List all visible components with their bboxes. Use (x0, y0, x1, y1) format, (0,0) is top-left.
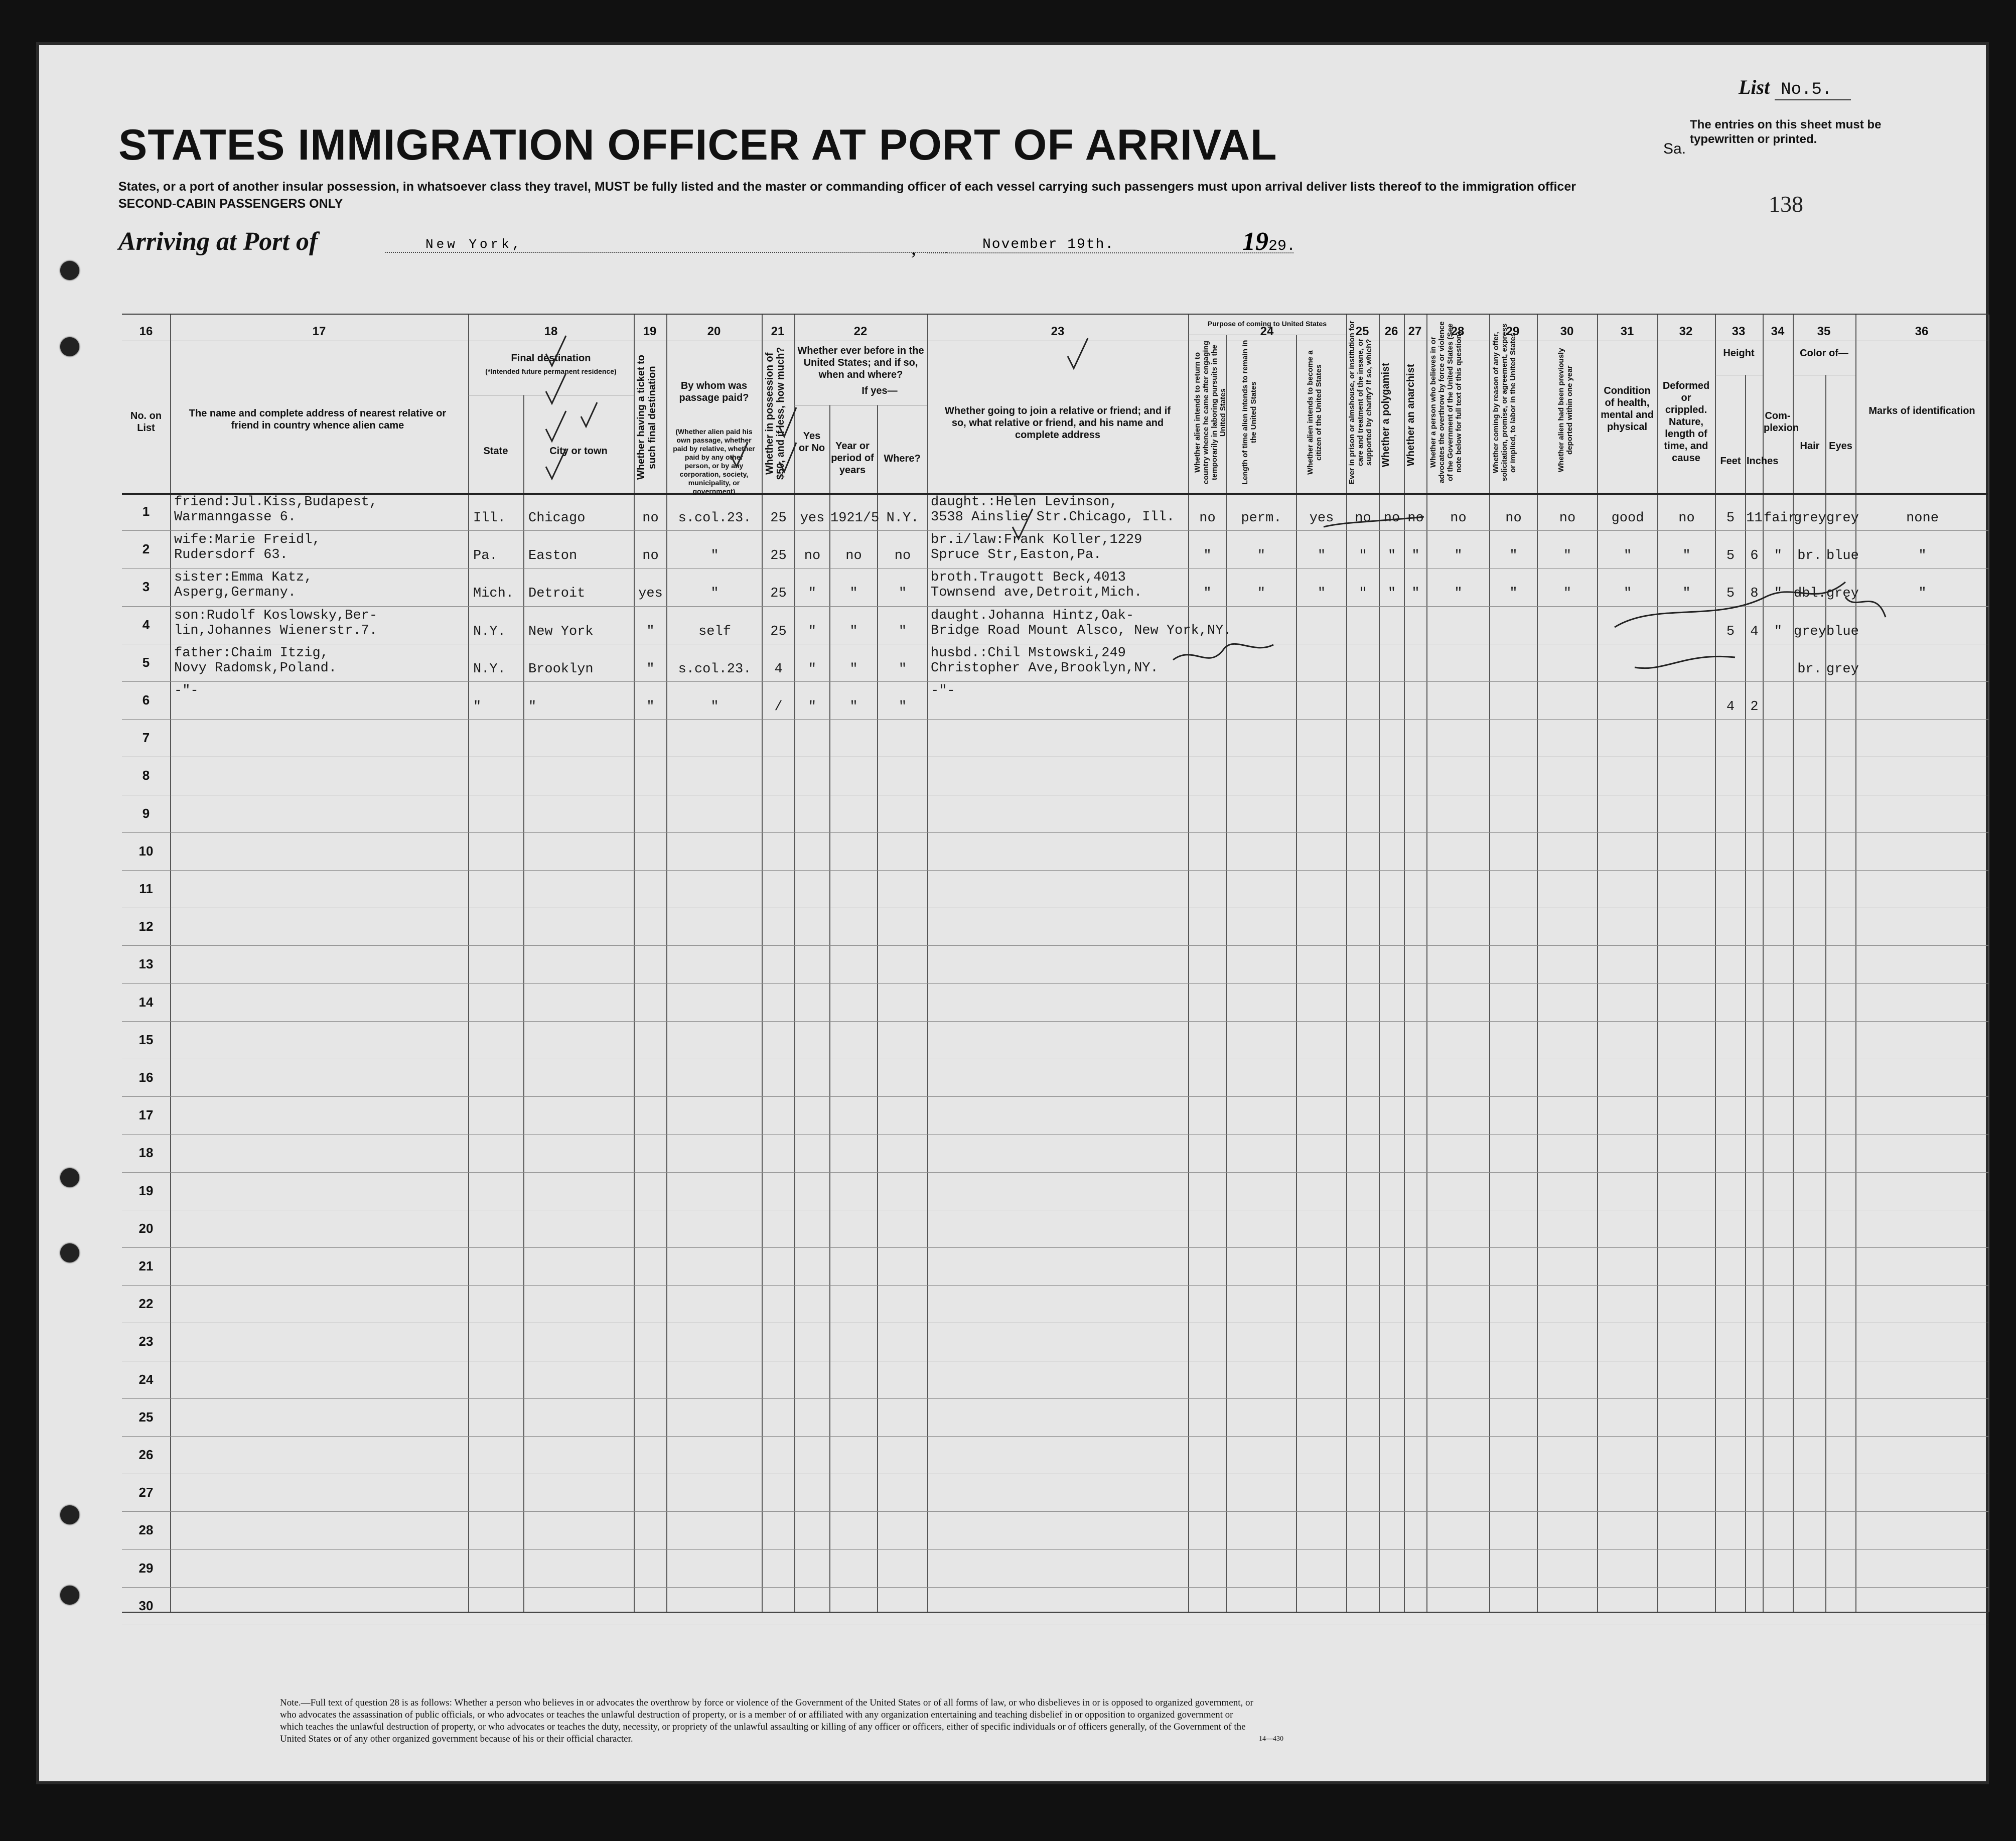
binder-hole-icon (60, 1586, 79, 1605)
cell-inches: 4 (1750, 624, 1759, 639)
row-number: 18 (138, 1145, 154, 1161)
cell-rel1: son:Rudolf Koslowsky,Ber- (174, 608, 378, 623)
row-number: 30 (138, 1598, 154, 1613)
cell-paid: self (698, 624, 731, 639)
cell-join1: daught.Johanna Hintz,Oak- (931, 608, 1134, 623)
cell-city: Brooklyn (528, 661, 594, 677)
header-purpose: Purpose of coming to United States (1207, 320, 1327, 328)
header-yes-or-no: Yes or No (798, 431, 825, 454)
cell-where: " (898, 699, 907, 715)
cell-join2: Townsend ave,Detroit,Mich. (931, 585, 1142, 601)
cell-money: 25 (770, 586, 787, 602)
cell-p_b: " (1257, 586, 1266, 602)
cell-c30: no (1559, 511, 1576, 526)
row-number: 9 (142, 805, 150, 821)
row-rule (122, 568, 1988, 569)
year-prefix: 19 (1242, 227, 1268, 256)
column-rule (1715, 315, 1716, 1612)
cell-feet: 5 (1726, 624, 1735, 639)
row-number: 5 (142, 654, 150, 670)
cell-ticket: " (646, 699, 655, 715)
header-c27: Whether an anarchist (1405, 364, 1416, 466)
row-rule (122, 870, 1988, 871)
cell-feet: 5 (1726, 511, 1735, 526)
header-passage-paid-note: (Whether alien paid his own passage, whether paid by relative, whether paid by any other person, or by any corporation, society, municipality, or government) (673, 428, 755, 495)
column-number: 29 (1506, 325, 1520, 338)
row-rule (122, 1134, 1988, 1135)
row-number: 12 (138, 919, 154, 934)
cell-ticket: " (646, 624, 655, 639)
header-ticket: Whether having a ticket to such final destination (636, 355, 658, 480)
cell-c30: " (1563, 586, 1572, 602)
instruction-line: States, or a port of another insular possession, in whatsoever class they travel, MUST be fully listed and the master or commanding officer of each vessel carrying such passengers must upon arrival deliver lists thereof to the immigration officer (118, 180, 1576, 194)
cell-paid: s.col.23. (678, 511, 752, 526)
cell-marks: none (1906, 511, 1939, 526)
cell-join1: daught.:Helen Levinson, (931, 495, 1118, 510)
cell-before: " (808, 586, 817, 602)
row-rule (122, 1511, 1988, 1512)
cell-inches: 2 (1750, 699, 1759, 715)
cell-c26: " (1387, 548, 1396, 564)
column-rule (170, 315, 171, 1612)
cell-inches: 6 (1750, 548, 1759, 564)
column-number: 17 (312, 325, 326, 338)
binder-hole-icon (60, 1243, 79, 1262)
header-where: Where? (884, 453, 921, 464)
cell-join1: -"- (931, 683, 955, 698)
row-rule (122, 1021, 1988, 1022)
column-rule (1346, 315, 1347, 1612)
cell-c25: no (1355, 511, 1371, 526)
column-rule (762, 315, 763, 1612)
cell-c27: no (1407, 511, 1424, 526)
cell-c28: " (1454, 586, 1463, 602)
header-before-in-us: Whether ever before in the United States; and if so, when and where? (797, 345, 924, 380)
row-number: 4 (142, 617, 150, 632)
cell-join1: husbd.:Chil Mstowski,249 (931, 645, 1126, 661)
cell-join2: Christopher Ave,Brooklyn,NY. (931, 660, 1159, 676)
list-value: No.5. (1775, 80, 1851, 100)
header-purpose-c: Whether alien intends to become a citizen of the United States (1306, 350, 1323, 475)
cell-paid: " (710, 699, 719, 715)
cell-ticket: " (646, 661, 655, 677)
cell-feet: 4 (1726, 699, 1735, 715)
column-number: 32 (1679, 325, 1693, 338)
year-suffix: 29. (1268, 238, 1296, 255)
entries-note: The entries on this sheet must be typewritten or printed. (1690, 118, 1882, 146)
column-rule (1296, 335, 1297, 1612)
cell-inches: 8 (1750, 586, 1759, 602)
cell-rel2: lin,Johannes Wienerstr.7. (174, 623, 378, 638)
header-c25: Ever in prison or almshouse, or institution for care and treatment of the insane, or supported by charity? If so, which? (1348, 321, 1373, 484)
cell-inches: 11 (1746, 511, 1763, 526)
cell-eyes: blue (1826, 624, 1859, 639)
column-number: 30 (1560, 325, 1574, 338)
row-number: 8 (142, 768, 150, 783)
header-purpose-b: Length of time alien intends to remain in the United States (1241, 340, 1258, 485)
cell-rel2: Asperg,Germany. (174, 585, 297, 601)
cell-eyes: blue (1826, 548, 1859, 564)
row-number: 16 (138, 1070, 154, 1085)
row-number: 13 (138, 956, 154, 972)
cell-rel1: -"- (174, 683, 199, 698)
column-rule (794, 315, 795, 1612)
cell-paid: " (710, 548, 719, 564)
cell-money: 25 (770, 624, 787, 639)
column-number: 31 (1620, 325, 1634, 338)
cell-rel1: father:Chaim Itzig, (174, 645, 329, 661)
column-number: 24 (1260, 325, 1274, 338)
list-label: List (1739, 76, 1770, 98)
cell-before: " (808, 661, 817, 677)
cell-complexion: " (1774, 624, 1783, 639)
column-rule (1226, 335, 1227, 1612)
row-rule (122, 1247, 1988, 1248)
cell-c25: " (1359, 548, 1367, 564)
cell-before: no (804, 548, 821, 564)
column-rule (1988, 315, 1989, 1612)
cell-join2: 3538 Ainslie Str.Chicago, Ill. (931, 510, 1175, 525)
cell-state: Ill. (473, 511, 506, 526)
cell-state: N.Y. (473, 661, 506, 677)
cell-p_c: yes (1309, 511, 1334, 526)
column-rule (1597, 315, 1598, 1612)
row-rule (122, 530, 1988, 531)
cell-join1: broth.Traugott Beck,4013 (931, 570, 1126, 586)
cell-hair: br. (1797, 661, 1822, 677)
header-joining: Whether going to join a relative or friend; and if so, what relative or friend, and his name and complete address (944, 405, 1171, 441)
arrival-port: New York, (385, 237, 947, 253)
row-number: 20 (138, 1220, 154, 1236)
row-number: 11 (139, 881, 153, 896)
row-rule (122, 1096, 1988, 1097)
row-rule (122, 1436, 1988, 1437)
cell-ticket: yes (638, 586, 663, 602)
header-year-period: Year or period of years (831, 441, 874, 476)
column-number: 25 (1355, 325, 1369, 338)
cell-where: " (898, 624, 907, 639)
footnote (280, 1697, 1283, 1745)
column-number: 19 (643, 325, 657, 338)
row-number: 15 (138, 1032, 154, 1047)
cell-p_b: " (1257, 548, 1266, 564)
cell-c29: " (1509, 548, 1518, 564)
row-number: 29 (138, 1560, 154, 1576)
sheet-number: 138 (1769, 191, 1803, 217)
cell-paid: s.col.23. (678, 661, 752, 677)
cell-marks: " (1918, 548, 1927, 564)
cell-year: " (849, 699, 858, 715)
cell-deformed: no (1678, 511, 1695, 526)
form-number: 14—430 (1259, 1735, 1283, 1743)
row-number: 6 (142, 692, 150, 707)
header-c30: Whether alien had been previously deported within one year (1557, 348, 1574, 472)
cell-p_a: " (1203, 586, 1212, 602)
header-complexion: Com-plexion (1764, 410, 1799, 434)
binder-hole-icon (60, 337, 79, 356)
cell-money: / (774, 699, 783, 715)
arrival-year (1242, 227, 1295, 256)
row-number: 26 (138, 1447, 154, 1462)
cell-health: " (1623, 586, 1632, 602)
row-number: 21 (138, 1258, 154, 1273)
row-number: 14 (138, 994, 154, 1010)
header-no-on-list: No. on List (130, 410, 162, 434)
cell-year: no (845, 548, 862, 564)
row-number: 27 (138, 1485, 154, 1500)
cell-c28: " (1454, 548, 1463, 564)
cell-money: 25 (770, 548, 787, 564)
header-c26: Whether a polygamist (1380, 363, 1391, 467)
cell-city: Detroit (528, 586, 586, 602)
cell-join1: br.i/law:Frank Koller,1229 (931, 532, 1142, 548)
arrival-date: November 19th. (927, 237, 1293, 253)
header-purpose-a: Whether alien intends to return to country whence he came after engaging temporarily in laboring pursuits in the United States (1193, 341, 1227, 484)
cell-c29: " (1509, 586, 1518, 602)
column-rule (1657, 315, 1658, 1612)
row-rule (122, 1549, 1988, 1550)
cell-state: Pa. (473, 548, 498, 564)
header-if-yes: If yes— (861, 385, 898, 396)
column-rule (666, 315, 667, 1612)
header-final-destination-note: (*Intended future permanent residence) (485, 367, 617, 375)
cell-rel1: sister:Emma Katz, (174, 570, 313, 586)
page-title: STATES IMMIGRATION OFFICER AT PORT OF ARRIVAL (118, 121, 1277, 169)
cell-hair: grey (1794, 624, 1826, 639)
column-rule (1188, 315, 1189, 1612)
cell-marks: " (1918, 586, 1927, 602)
footnote-text: Note.—Full text of question 28 is as follows: Whether a person who believes in or advocates the overthrow by force or violence of the Government of the United States or of all forms of law, or who disbelieves in or is opposed to organized government, or who advocates the assassination of public officials, or who advocates or teaches the unlawful destruction of property, or is a member of or affiliated with any organization entertaining and teaching disbelief in or opposition to organized government or which teaches the unlawful destruction of property, or who advocates or teaches the duty, necessity, or propriety of the unlawful assaulting or killing of any officer or officers, either of specific individuals or of officers generally, of the Government of the United States or of any other organized government because of his or their official character. (280, 1697, 1253, 1744)
column-number: 35 (1817, 325, 1831, 338)
cell-complexion: " (1774, 548, 1783, 564)
cell-rel1: wife:Marie Freidl, (174, 532, 321, 548)
header-city: City or town (549, 446, 608, 457)
header-c28: Whether a person who believes in or advocates the overthrow by force or violence of the Government of the United States (See note below for full text of this question) (1429, 321, 1463, 484)
cell-eyes: grey (1826, 511, 1859, 526)
cell-c25: " (1359, 586, 1367, 602)
header-height: Height (1723, 348, 1755, 359)
row-rule (122, 681, 1988, 682)
cell-feet: 5 (1726, 586, 1735, 602)
cell-p_a: " (1203, 548, 1212, 564)
comma-separator: , (911, 236, 916, 259)
cell-before: yes (800, 511, 825, 526)
cell-year: 1921/5 (830, 511, 880, 526)
column-number: 16 (139, 325, 153, 338)
cell-c28: no (1450, 511, 1467, 526)
cell-c26: no (1383, 511, 1400, 526)
cell-deformed: " (1682, 586, 1691, 602)
list-number (1739, 75, 1851, 100)
row-number: 23 (138, 1334, 154, 1349)
row-rule (122, 945, 1988, 946)
cell-c27: " (1411, 586, 1420, 602)
column-rule (1537, 315, 1538, 1612)
row-rule (122, 1285, 1988, 1286)
cell-c29: no (1505, 511, 1522, 526)
column-rule (1379, 315, 1380, 1612)
column-number: 28 (1451, 325, 1465, 338)
header-c31: Condition of health, mental and physical (1601, 385, 1654, 433)
row-number: 22 (138, 1296, 154, 1312)
cell-c30: " (1563, 548, 1572, 564)
cell-c27: " (1411, 548, 1420, 564)
header-nearest-relative: The name and complete address of nearest relative or friend in country whence alien came (189, 408, 447, 431)
row-number: 28 (138, 1522, 154, 1538)
cell-complexion: fair (1764, 511, 1796, 526)
column-rule (1404, 315, 1405, 1612)
cell-health: " (1623, 548, 1632, 564)
header-c32: Deformed or crippled. Nature, length of time, and cause (1662, 380, 1710, 464)
column-number: 27 (1408, 325, 1422, 338)
row-number: 2 (142, 541, 150, 557)
cell-p_a: no (1199, 511, 1216, 526)
header-color-of: Color of— (1800, 348, 1848, 359)
cell-hair: dbl. (1794, 586, 1826, 602)
row-number: 10 (138, 843, 154, 859)
row-rule (122, 719, 1988, 720)
cell-where: N.Y. (886, 511, 919, 526)
row-rule (122, 1587, 1988, 1588)
cell-rel1: friend:Jul.Kiss,Budapest, (174, 495, 378, 510)
header-c29: Whether coming by reason of any offer, solicitation, promise, or agreement, express or implied, to labor in the United States (1492, 323, 1517, 482)
binder-hole-icon (60, 1168, 79, 1187)
column-rule (1793, 315, 1794, 1612)
column-rule (634, 315, 635, 1612)
cell-join2: Bridge Road Mount Alsco, New York,NY. (931, 623, 1232, 638)
header-state: State (483, 446, 508, 457)
cell-rel2: Warmanngasse 6. (174, 510, 297, 525)
manifest-sheet (39, 45, 1986, 1781)
cell-paid: " (710, 586, 719, 602)
row-rule (122, 983, 1988, 984)
column-number: 36 (1915, 325, 1929, 338)
column-rule (468, 315, 469, 1612)
row-number: 17 (138, 1107, 154, 1123)
row-number: 25 (138, 1409, 154, 1425)
header-hair: Hair (1800, 441, 1820, 452)
row-number: 7 (142, 730, 150, 746)
cell-where: no (894, 548, 911, 564)
column-number: 18 (544, 325, 558, 338)
header-final-destination: Final destination (511, 353, 591, 364)
column-rule (1855, 315, 1856, 1612)
passenger-class-line: SECOND-CABIN PASSENGERS ONLY (118, 197, 343, 211)
cell-rel2: Rudersdorf 63. (174, 547, 288, 563)
cell-p_c: " (1317, 586, 1326, 602)
cell-ticket: no (642, 511, 659, 526)
cell-state: Mich. (473, 586, 514, 602)
cell-year: " (849, 661, 858, 677)
cell-hair: br. (1797, 548, 1822, 564)
cell-year: " (849, 586, 858, 602)
cell-city: Easton (528, 548, 578, 564)
cell-city: Chicago (528, 511, 586, 526)
cell-ticket: no (642, 548, 659, 564)
sa-label: Sa. (1663, 140, 1686, 157)
header-passage-paid: By whom was passage paid? (679, 380, 749, 403)
row-number: 3 (142, 579, 150, 595)
binder-hole-icon (60, 1505, 79, 1524)
header-feet: Feet (1720, 456, 1741, 467)
cell-eyes: grey (1826, 661, 1859, 677)
column-number: 23 (1051, 325, 1065, 338)
cell-health: good (1611, 511, 1644, 526)
cell-city: " (528, 699, 537, 715)
row-rule (122, 832, 1988, 833)
header-marks: Marks of identification (1868, 405, 1975, 416)
column-number: 22 (853, 325, 868, 338)
cell-before: " (808, 699, 817, 715)
binder-hole-icon (60, 261, 79, 280)
row-number: 1 (142, 504, 150, 519)
row-rule (122, 1172, 1988, 1173)
row-number: 19 (138, 1183, 154, 1198)
cell-where: " (898, 586, 907, 602)
cell-before: " (808, 624, 817, 639)
cell-eyes: grey (1826, 586, 1859, 602)
column-number: 33 (1732, 325, 1746, 338)
column-rule (523, 395, 524, 1612)
header-possession: Whether in possession of $50, and if less, how much? (764, 347, 786, 480)
cell-p_c: " (1317, 548, 1326, 564)
cell-p_b: perm. (1241, 511, 1282, 526)
column-number: 26 (1384, 325, 1398, 338)
cell-year: " (849, 624, 858, 639)
cell-deformed: " (1682, 548, 1691, 564)
header-eyes: Eyes (1829, 441, 1852, 452)
cell-complexion: " (1774, 586, 1783, 602)
column-number: 34 (1771, 325, 1785, 338)
column-rule (1489, 315, 1490, 1612)
row-rule (122, 606, 1988, 607)
cell-state: " (473, 699, 482, 715)
column-number: 21 (771, 325, 785, 338)
row-number: 24 (138, 1371, 154, 1387)
arriving-label: Arriving at Port of (118, 227, 318, 256)
cell-join2: Spruce Str,Easton,Pa. (931, 547, 1102, 563)
cell-hair: grey (1794, 511, 1826, 526)
header-inches: Inches (1747, 456, 1779, 467)
column-number: 20 (707, 325, 721, 338)
manifest-table (122, 314, 1988, 1613)
cell-money: 25 (770, 511, 787, 526)
cell-money: 4 (774, 661, 783, 677)
column-rule (1426, 315, 1427, 1612)
cell-feet: 5 (1726, 548, 1735, 564)
column-rule (1763, 315, 1764, 1612)
cell-city: New York (528, 624, 594, 639)
row-rule (122, 1398, 1988, 1399)
column-rule (927, 315, 928, 1612)
cell-rel2: Novy Radomsk,Poland. (174, 660, 337, 676)
cell-where: " (898, 661, 907, 677)
cell-c26: " (1387, 586, 1396, 602)
cell-state: N.Y. (473, 624, 506, 639)
